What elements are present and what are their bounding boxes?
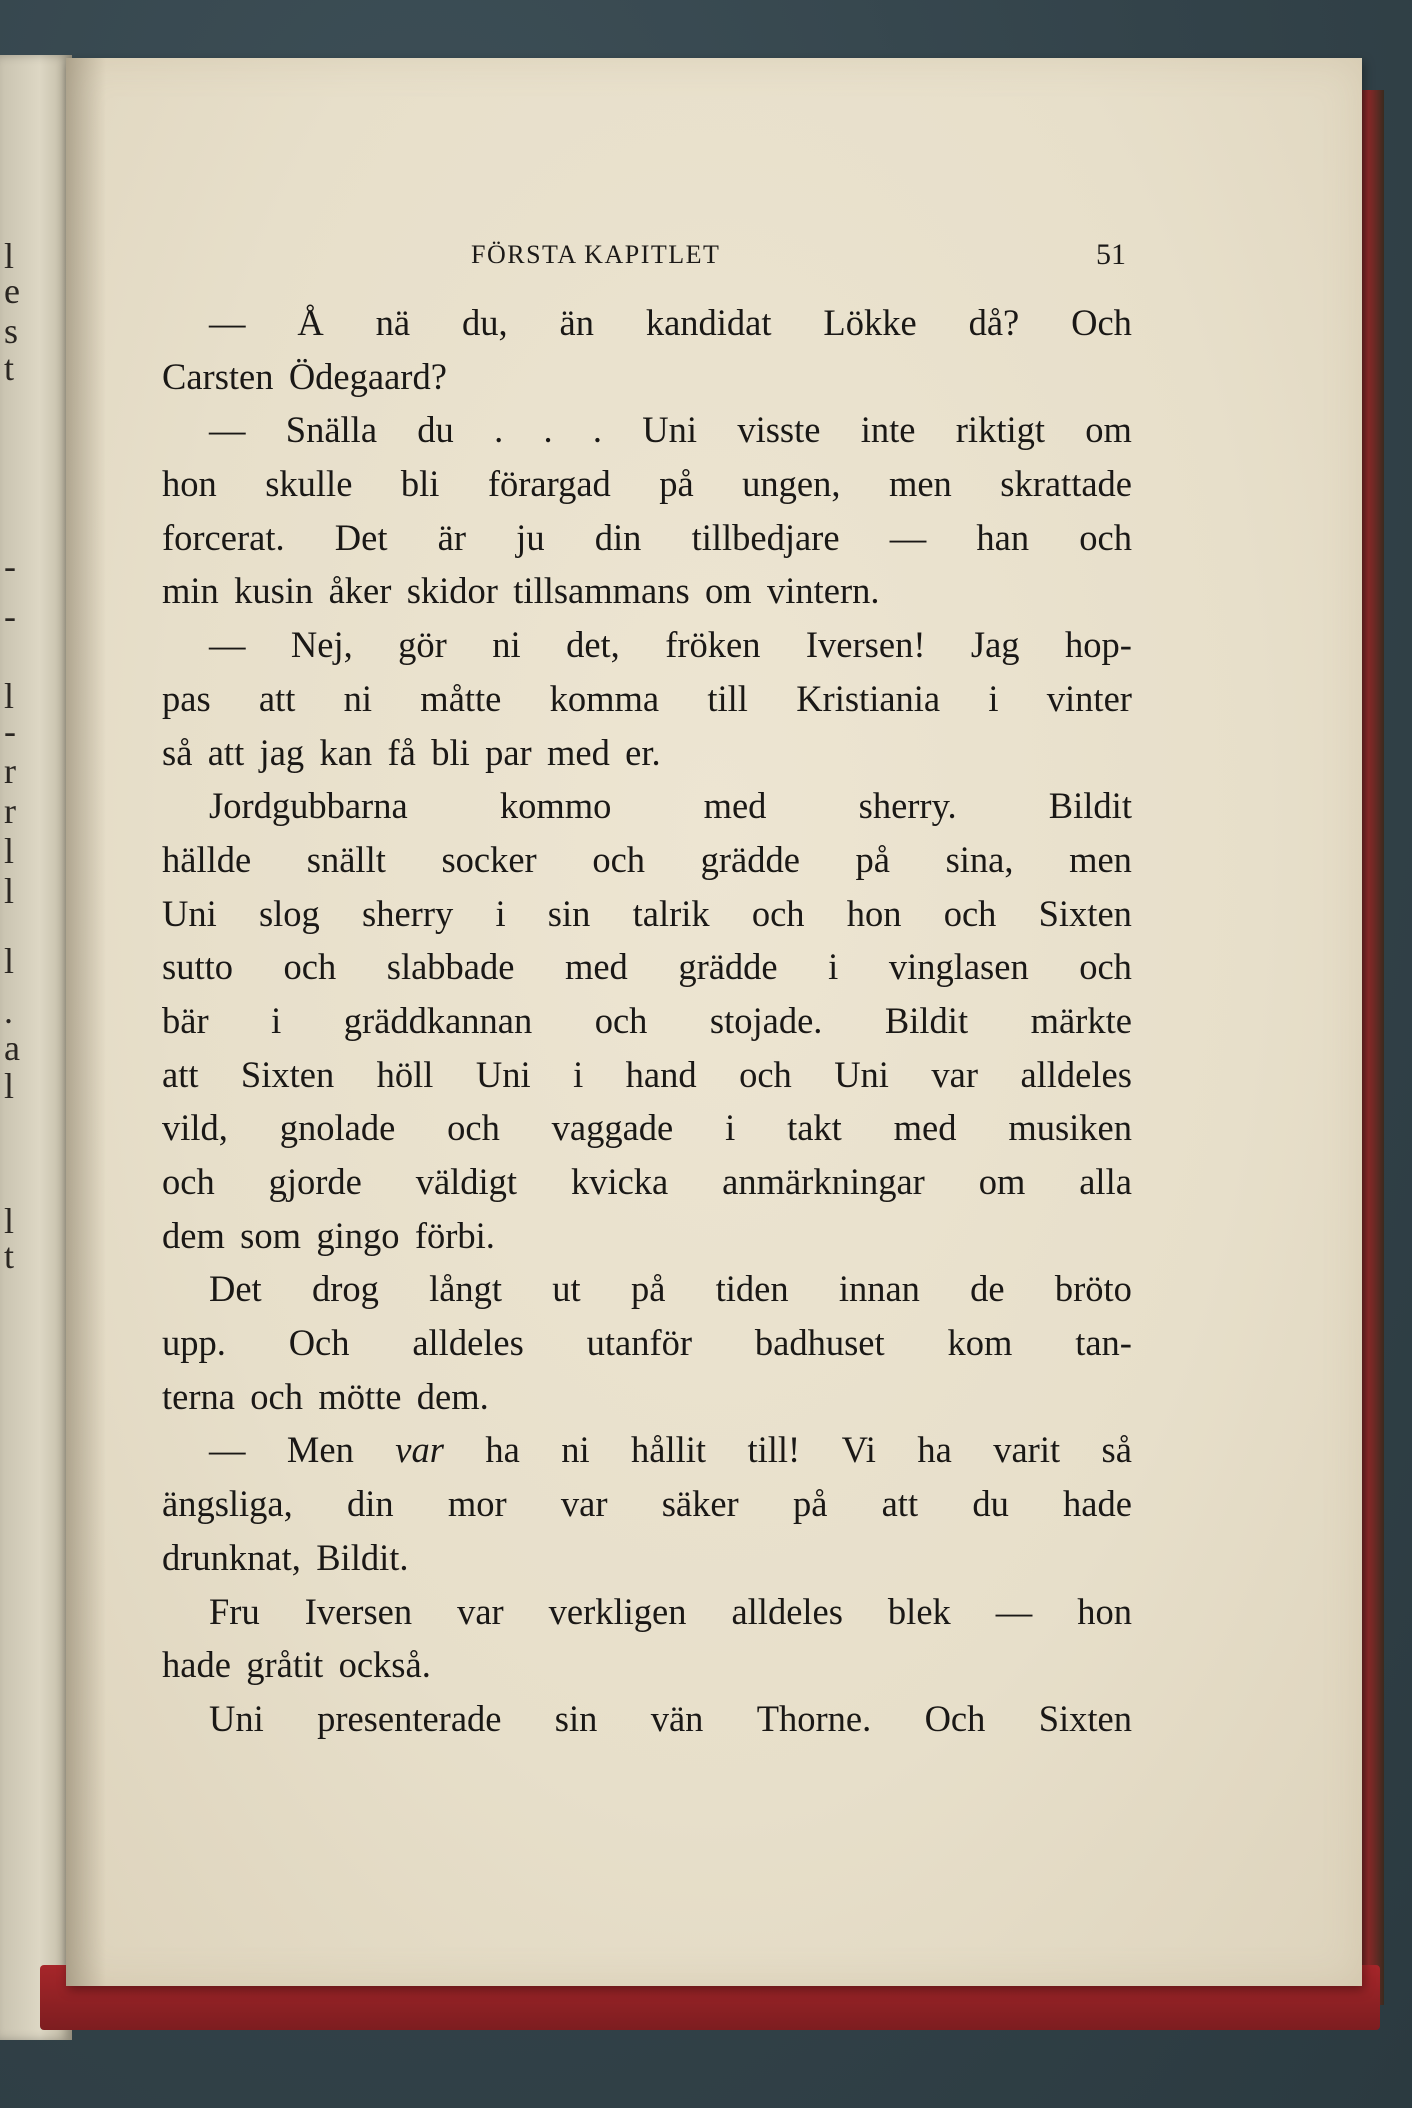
word: ungen,	[742, 463, 841, 505]
left-page-glyph: l	[4, 1066, 15, 1106]
word: på	[659, 463, 694, 505]
word: tan-	[1075, 1322, 1132, 1364]
word: snällt	[306, 838, 386, 880]
word: blek	[887, 1590, 951, 1632]
word: —	[889, 516, 927, 558]
word: du	[417, 409, 454, 451]
word: åker	[328, 570, 392, 612]
word: till!	[747, 1429, 801, 1471]
word: Iversen!	[805, 624, 926, 666]
word: hon	[1077, 1590, 1132, 1632]
word: Och	[1071, 302, 1132, 343]
word: sherry.	[858, 785, 957, 827]
text-line	[162, 994, 1132, 1048]
word: till	[707, 677, 748, 719]
word: slog	[258, 892, 320, 934]
word: din	[346, 1483, 394, 1525]
word: vaggade	[551, 1107, 674, 1149]
text-line	[162, 672, 1132, 726]
word: Uni	[162, 892, 217, 934]
word: de	[970, 1268, 1005, 1310]
word: socker	[441, 838, 537, 880]
word: skulle	[265, 463, 353, 505]
word: Det	[334, 516, 388, 558]
word: hade	[1063, 1483, 1132, 1525]
word: vän	[650, 1697, 704, 1739]
word: Iversen	[304, 1590, 413, 1632]
word: du,	[461, 302, 508, 343]
word: var	[931, 1053, 978, 1095]
word: Kristiania	[796, 677, 941, 719]
word: var	[457, 1590, 504, 1632]
word: upp.	[162, 1322, 226, 1364]
word: på	[855, 838, 890, 880]
word: och	[739, 1053, 792, 1095]
word: långt	[429, 1268, 503, 1310]
word: Uni	[475, 1053, 531, 1095]
word: —	[995, 1590, 1033, 1632]
word: i	[495, 892, 506, 934]
word: alldeles	[1020, 1053, 1132, 1095]
word: bli	[431, 731, 470, 773]
word: Sixten	[1038, 1697, 1132, 1739]
left-page-glyph: e	[4, 271, 20, 311]
word: med	[703, 785, 767, 827]
word: och	[1079, 516, 1132, 558]
word: Bildit	[1048, 785, 1132, 827]
word: mötte	[318, 1375, 402, 1417]
left-page-glyph: l	[4, 236, 15, 276]
word: Men	[286, 1429, 354, 1471]
word: presenterade	[317, 1697, 502, 1739]
text-line	[162, 1692, 1132, 1746]
word: och	[751, 892, 805, 934]
word: förbi.	[414, 1214, 495, 1256]
word: i	[725, 1107, 736, 1149]
text-line	[162, 403, 1132, 457]
word: kommo	[499, 785, 612, 827]
word: —	[209, 624, 246, 666]
word: .	[592, 409, 603, 451]
text-line	[162, 1155, 1132, 1209]
word: gingo	[316, 1214, 400, 1256]
left-page-glyph: r	[4, 791, 16, 831]
page-header	[66, 240, 1362, 280]
word: var	[560, 1483, 608, 1525]
text-line	[162, 296, 1132, 350]
word: sutto	[162, 946, 233, 988]
text-line	[162, 1477, 1132, 1531]
word: Lökke	[823, 302, 917, 343]
word: sina,	[945, 838, 1014, 880]
word: riktigt	[955, 409, 1045, 451]
word: utanför	[586, 1322, 693, 1364]
word: Det	[209, 1268, 262, 1310]
left-page-glyph: l	[4, 1201, 15, 1241]
word: om	[705, 570, 752, 612]
word: att	[207, 731, 245, 773]
word: kvicka	[570, 1161, 669, 1202]
word: Ödegaard?	[288, 355, 447, 397]
word: hop-	[1064, 624, 1132, 666]
word: dem	[162, 1214, 225, 1256]
word: gråtit	[246, 1644, 324, 1686]
word: Jordgubbarna	[209, 785, 408, 827]
left-page-glyph: .	[4, 991, 13, 1031]
word: säker	[661, 1483, 739, 1525]
word: Sixten	[1038, 892, 1132, 934]
word: visste	[737, 409, 821, 451]
word: terna	[162, 1375, 235, 1417]
word: bröto	[1054, 1268, 1132, 1310]
left-page-glyph: a	[4, 1028, 20, 1068]
word: Sixten	[240, 1053, 335, 1095]
word: hade	[162, 1644, 231, 1686]
text-line	[162, 1262, 1132, 1316]
left-page-glyph: l	[4, 676, 15, 716]
word: sin	[554, 1697, 598, 1739]
word: Fru	[209, 1590, 260, 1632]
word: sherry	[362, 892, 454, 934]
word: än	[559, 302, 594, 343]
word: musiken	[1008, 1107, 1132, 1149]
word: men	[1069, 838, 1132, 880]
word: Och	[924, 1697, 986, 1739]
left-page-glyph: l	[4, 941, 15, 981]
word: var	[395, 1429, 444, 1471]
word: .	[494, 409, 504, 451]
word: vild,	[162, 1107, 228, 1149]
word: hon	[162, 463, 217, 505]
word: vinter	[1046, 677, 1132, 719]
word: grädde	[678, 946, 778, 988]
text-line	[162, 779, 1132, 833]
text-line	[162, 1423, 1132, 1477]
word: och	[250, 1375, 303, 1417]
left-page-glyph: t	[4, 1236, 15, 1276]
word: så	[162, 731, 193, 773]
word: gör	[398, 624, 447, 666]
text-line	[162, 1531, 1132, 1585]
word: och	[283, 946, 337, 988]
word: fröken	[665, 624, 761, 666]
word: jag	[259, 731, 305, 773]
word: mor	[447, 1483, 507, 1525]
text-line	[162, 833, 1132, 887]
word: hand	[625, 1053, 697, 1095]
word: ni	[561, 1429, 590, 1471]
word: komma	[549, 677, 660, 719]
word: med	[547, 731, 610, 773]
word: innan	[838, 1268, 920, 1310]
word: kusin	[234, 570, 314, 612]
word: i	[988, 677, 999, 719]
word: gräddkannan	[343, 999, 533, 1041]
page-number: 51	[1096, 238, 1126, 271]
word: så	[1101, 1429, 1132, 1471]
word: er.	[625, 731, 661, 773]
word: inte	[860, 409, 916, 451]
word: —	[209, 409, 246, 451]
left-page-text-fragments	[0, 55, 30, 2040]
word: ut	[552, 1268, 581, 1310]
text-line	[162, 887, 1132, 941]
word: grädde	[700, 838, 800, 880]
word: Bildit	[884, 999, 969, 1041]
word: också.	[338, 1644, 431, 1686]
text-line	[162, 1209, 1132, 1263]
word: i	[828, 946, 839, 988]
word: anmärkningar	[722, 1161, 925, 1202]
word: och	[447, 1107, 500, 1149]
word: talrik	[632, 892, 710, 934]
word: du	[972, 1483, 1009, 1525]
word: men	[888, 463, 952, 505]
word: Thorne.	[756, 1697, 872, 1739]
word: Bildit.	[316, 1536, 409, 1578]
word: kan	[319, 731, 373, 773]
word: Uni	[642, 409, 698, 451]
text-line	[162, 1638, 1132, 1692]
word: hon	[846, 892, 902, 934]
left-page-glyph: -	[4, 711, 16, 751]
word: alla	[1079, 1161, 1132, 1202]
word: kandidat	[645, 302, 772, 343]
word: drog	[311, 1268, 379, 1310]
word: —	[209, 302, 246, 343]
word: .	[543, 409, 553, 451]
word: tillbedjare	[691, 516, 840, 558]
word: om	[978, 1161, 1026, 1202]
word: pas	[162, 677, 211, 719]
text-line	[162, 1101, 1132, 1155]
word: Carsten	[162, 355, 274, 397]
left-page-glyph: -	[4, 546, 16, 586]
left-page-edge	[0, 55, 72, 2040]
word: och	[162, 1161, 215, 1202]
word: förargad	[487, 463, 611, 505]
word: —	[209, 1429, 246, 1471]
word: att	[881, 1483, 919, 1525]
word: få	[387, 731, 416, 773]
word: som	[240, 1214, 302, 1256]
word: ha	[485, 1429, 520, 1471]
book-page	[66, 58, 1362, 1986]
text-line	[162, 511, 1132, 565]
word: tillsammans	[513, 570, 690, 612]
word: sin	[547, 892, 591, 934]
word: skidor	[406, 570, 498, 612]
gutter-shadow	[66, 58, 106, 1986]
word: skrattade	[1000, 463, 1132, 505]
word: Uni	[209, 1697, 264, 1739]
text-line	[162, 564, 1132, 618]
word: hällde	[162, 838, 252, 880]
word: verkligen	[548, 1590, 687, 1632]
left-page-glyph: l	[4, 871, 15, 911]
text-line	[162, 726, 1132, 780]
word: din	[594, 516, 642, 558]
word: märkte	[1030, 999, 1132, 1041]
word: med	[893, 1107, 957, 1149]
word: slabbade	[386, 946, 515, 988]
word: min	[162, 570, 219, 612]
left-page-glyph: s	[4, 311, 19, 351]
text-line	[162, 457, 1132, 511]
word: på	[792, 1483, 828, 1525]
word: han	[976, 516, 1030, 558]
word: om	[1085, 409, 1132, 451]
word: stojade.	[709, 999, 823, 1041]
word: hållit	[631, 1429, 707, 1471]
word: ha	[917, 1429, 952, 1471]
word: dem.	[416, 1375, 489, 1417]
word: då?	[968, 302, 1020, 343]
word: alldeles	[731, 1590, 843, 1632]
text-line	[162, 618, 1132, 672]
word: gnolade	[279, 1107, 396, 1149]
word: vinglasen	[888, 946, 1029, 988]
word: kom	[947, 1322, 1013, 1364]
word: Snälla	[285, 409, 378, 451]
running-head: FÖRSTA KAPITLET	[471, 240, 721, 269]
word: Å	[297, 302, 324, 343]
text-line	[162, 1370, 1132, 1424]
word: ni	[343, 677, 373, 719]
word: gjorde	[268, 1161, 362, 1202]
word: att	[258, 677, 296, 719]
word: drunknat,	[162, 1536, 301, 1578]
word: vintern.	[767, 570, 880, 612]
word: höll	[376, 1053, 434, 1095]
word: och	[943, 892, 997, 934]
text-line	[162, 350, 1132, 404]
text-line	[162, 1585, 1132, 1639]
word: i	[573, 1053, 584, 1095]
word: tiden	[715, 1268, 789, 1310]
word: nä	[375, 302, 411, 343]
left-page-glyph: t	[4, 348, 15, 388]
word: ju	[516, 516, 545, 558]
left-page-glyph: l	[4, 831, 15, 871]
word: Vi	[841, 1429, 876, 1471]
word: Nej,	[290, 624, 353, 666]
left-page-glyph: -	[4, 596, 16, 636]
word: bär	[162, 999, 209, 1041]
word: ni	[492, 624, 521, 666]
word: alldeles	[412, 1322, 524, 1364]
word: är	[437, 516, 466, 558]
word: att	[162, 1053, 199, 1095]
word: Uni	[834, 1053, 889, 1095]
word: med	[564, 946, 628, 988]
word: och	[594, 999, 648, 1041]
body-text	[162, 296, 1132, 1746]
word: takt	[787, 1107, 842, 1149]
word: i	[271, 999, 282, 1041]
word: ängsliga,	[162, 1483, 293, 1525]
word: det,	[566, 624, 620, 666]
word: och	[592, 838, 646, 880]
word: måtte	[420, 677, 502, 719]
text-line	[162, 940, 1132, 994]
word: på	[630, 1268, 666, 1310]
word: Jag	[970, 624, 1020, 666]
left-page-glyph: r	[4, 751, 16, 791]
word: väldigt	[415, 1161, 518, 1202]
word: forcerat.	[162, 516, 285, 558]
text-line	[162, 1316, 1132, 1370]
word: och	[1079, 946, 1132, 988]
text-line	[162, 1048, 1132, 1102]
word: Och	[288, 1322, 350, 1364]
word: par	[485, 731, 532, 773]
word: bli	[400, 463, 440, 505]
word: varit	[993, 1429, 1061, 1471]
word: badhuset	[754, 1322, 885, 1364]
